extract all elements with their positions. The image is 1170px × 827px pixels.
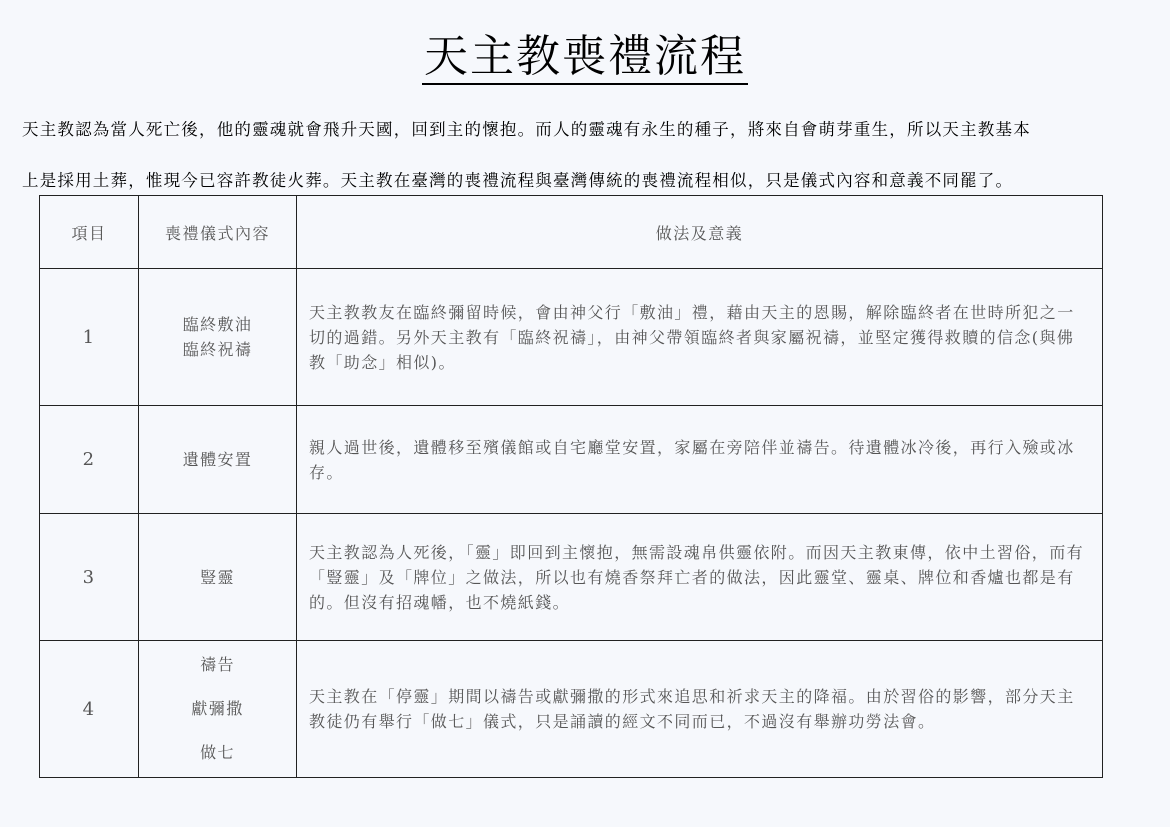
header-desc: 做法及意義 [297,196,1103,269]
table-row [40,641,1103,778]
intro-paragraph [22,104,1152,206]
row-item [139,514,297,641]
row-item-line: 禱告 [200,655,235,674]
row-item-line: 臨終祝禱 [182,340,253,359]
page-title [0,28,1170,86]
row-item [139,641,297,778]
table-row [40,514,1103,641]
header-item: 喪禮儀式內容 [139,196,297,269]
row-item [139,269,297,406]
row-item-line: 豎靈 [200,567,235,587]
table-row [40,269,1103,406]
row-description: 天主教在「停靈」期間以禱告或獻彌撒的形式來追思和祈求天主的降福。由於習俗的影響，部分天主教徒仍有舉行「做七」儀式，只是誦讀的經文不同而已，不過沒有舉辦功勞法會。 [297,641,1103,778]
row-item-line: 臨終敷油 [182,315,253,334]
row-description: 天主教認為人死後，「靈」即回到主懷抱，無需設魂帛供靈依附。而因天主教東傳，依中土習俗，而有「豎靈」及「牌位」之做法，所以也有燒香祭拜亡者的做法，因此靈堂、靈桌、牌位和香爐也都是有的。但沒有招魂幡，也不燒紙錢。 [297,514,1103,641]
table-header-row [40,196,1103,269]
row-number: 2 [40,406,139,514]
row-description: 親人過世後，遺體移至殯儀館或自宅廳堂安置，家屬在旁陪伴並禱告。待遺體冰冷後，再行入殮或冰存。 [297,406,1103,514]
row-number: 1 [40,269,139,406]
header-no: 項目 [40,196,139,269]
row-number: 3 [40,514,139,641]
row-item [139,406,297,514]
table-row [40,406,1103,514]
row-item-line: 獻彌撒 [191,699,244,718]
intro-line-2: 上是採用土葬，惟現今已容許教徒火葬。天主教在臺灣的喪禮流程與臺灣傳統的喪禮流程相似，只是儀式內容和意義不同罷了。 [22,171,1014,190]
intro-line-1: 天主教認為當人死亡後，他的靈魂就會飛升天國，回到主的懷抱。而人的靈魂有永生的種子，將來自會萌芽重生，所以天主教基本 [22,120,1031,139]
row-item-line: 遺體安置 [182,450,253,469]
page-title-text: 天主教喪禮流程 [422,31,748,85]
funeral-process-table [39,195,1103,778]
row-number: 4 [40,641,139,778]
row-item-line: 做七 [200,743,235,762]
row-description: 天主教教友在臨終彌留時候，會由神父行「敷油」禮，藉由天主的恩賜，解除臨終者在世時所犯之一切的過錯。另外天主教有「臨終祝禱」，由神父帶領臨終者與家屬祝禱，並堅定獲得救贖的信念(與佛教「助念」相似)。 [297,269,1103,406]
